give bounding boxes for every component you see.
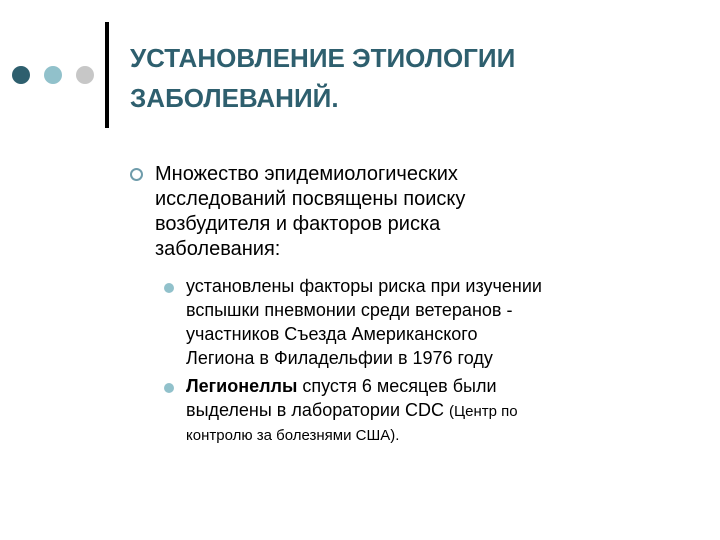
ring-bullet-icon (130, 168, 143, 181)
line-text: спустя 6 месяцев были (297, 376, 497, 396)
sub-bullet-line (186, 398, 690, 424)
dot-bullet-icon (164, 383, 174, 393)
sub-bullet-line: вспышки пневмонии среди ветеранов - (186, 300, 513, 320)
slide-body (130, 162, 690, 452)
small-note: (Центр по (449, 403, 518, 420)
bold-term: Легионеллы (186, 376, 298, 396)
teal-dot-icon (44, 66, 62, 84)
main-bullet-line: заболевания: (155, 238, 281, 260)
vertical-divider (105, 22, 109, 128)
dark-dot-icon (12, 66, 30, 84)
gray-dot-icon (76, 66, 94, 84)
sub-bullet-list (164, 274, 690, 448)
sub-bullet-line: установлены факторы риска при изучении (186, 276, 542, 296)
title-line-2: ЗАБОЛЕВАНИЙ. (130, 83, 339, 113)
sub-bullet-line: Легиона в Филадельфии в 1976 году (186, 348, 493, 368)
sub-bullet-line: участников Съезда Американского (186, 324, 478, 344)
main-bullet-line: Множество эпидемиологических (155, 163, 458, 185)
sub-bullet-legionella (164, 374, 690, 448)
slide-title (130, 38, 700, 118)
main-bullet (130, 162, 690, 262)
small-note: контролю за болезнями США). (186, 427, 400, 444)
sub-bullet-legion (164, 274, 690, 370)
sub-bullet-line (186, 374, 690, 398)
main-bullet-line: возбудителя и факторов риска (155, 213, 441, 235)
title-line-1: УСТАНОВЛЕНИЕ ЭТИОЛОГИИ (130, 43, 516, 73)
line-text: выделены в лаборатории CDC (186, 400, 450, 420)
main-bullet-line: исследований посвящены поиску (155, 188, 466, 210)
dot-bullet-icon (164, 283, 174, 293)
